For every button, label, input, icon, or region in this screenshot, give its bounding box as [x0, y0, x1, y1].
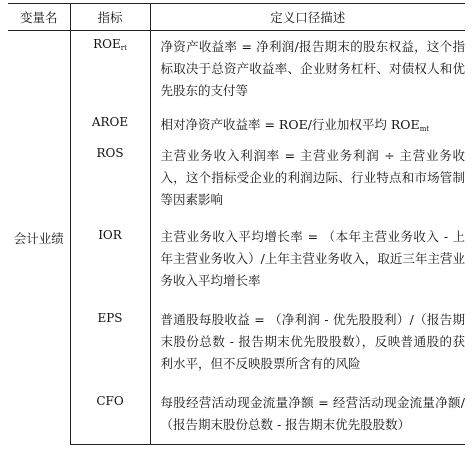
indicator-cell: CFO — [70, 384, 150, 445]
indicator-cell: AROE — [70, 111, 150, 142]
definition-cell: 净资产收益率 = 净利润/报告期末的股东权益，这个指标取决于总资产收益率、企业财务杠杆、对债权人和优先股东的支付等 — [160, 39, 465, 98]
variable-definition-table — [8, 3, 465, 445]
table-row — [8, 301, 465, 384]
indicator-cell: ROS — [70, 142, 150, 220]
definition-cell: 普通股每股收益 = （净利润 - 优先股股利）/（报告期末股份总数 - 报告期末优先股股数），反映普通股的获利水平，但不反映股票所含有的风险 — [160, 312, 465, 371]
definition-subscript: mt — [419, 125, 430, 133]
category-cell: 会计业绩 — [8, 31, 70, 445]
table-row — [8, 111, 465, 142]
table-row — [8, 142, 465, 220]
indicator-label: ROE — [93, 37, 121, 51]
indicator-cell: EPS — [70, 301, 150, 384]
definition-text: 相对净资产收益率 = ROE/行业加权平均 ROE — [160, 117, 420, 132]
header-variable-name: 变量名 — [8, 4, 70, 31]
table-row — [8, 220, 465, 301]
indicator-cell: IOR — [70, 220, 150, 301]
table-header-row — [8, 4, 465, 31]
definition-cell: 主营业务收入平均增长率 = （本年主营业务收入 - 上年主营业务收入）/上年主营业务收入，取近三年主营业务收入平均增长率 — [160, 229, 465, 288]
definition-cell — [150, 111, 465, 142]
indicator-cell — [70, 31, 150, 112]
header-indicator: 指标 — [70, 4, 150, 31]
table-row — [8, 31, 465, 112]
definition-cell: 主营业务收入利润率 = 主营业务利润 ÷ 主营业务收入，这个指标受企业的利润边际、行业特点和市场管制等因素影响 — [160, 148, 465, 207]
header-definition: 定义口径描述 — [150, 4, 465, 31]
indicator-subscript: rt — [120, 44, 127, 52]
definition-cell: 每股经营活动现金流量净额 = 经营活动现金流量净额/（报告期末股份总数 - 报告期末优先股股数） — [150, 384, 465, 445]
table-row — [8, 384, 465, 445]
definition-table-container — [8, 3, 465, 445]
